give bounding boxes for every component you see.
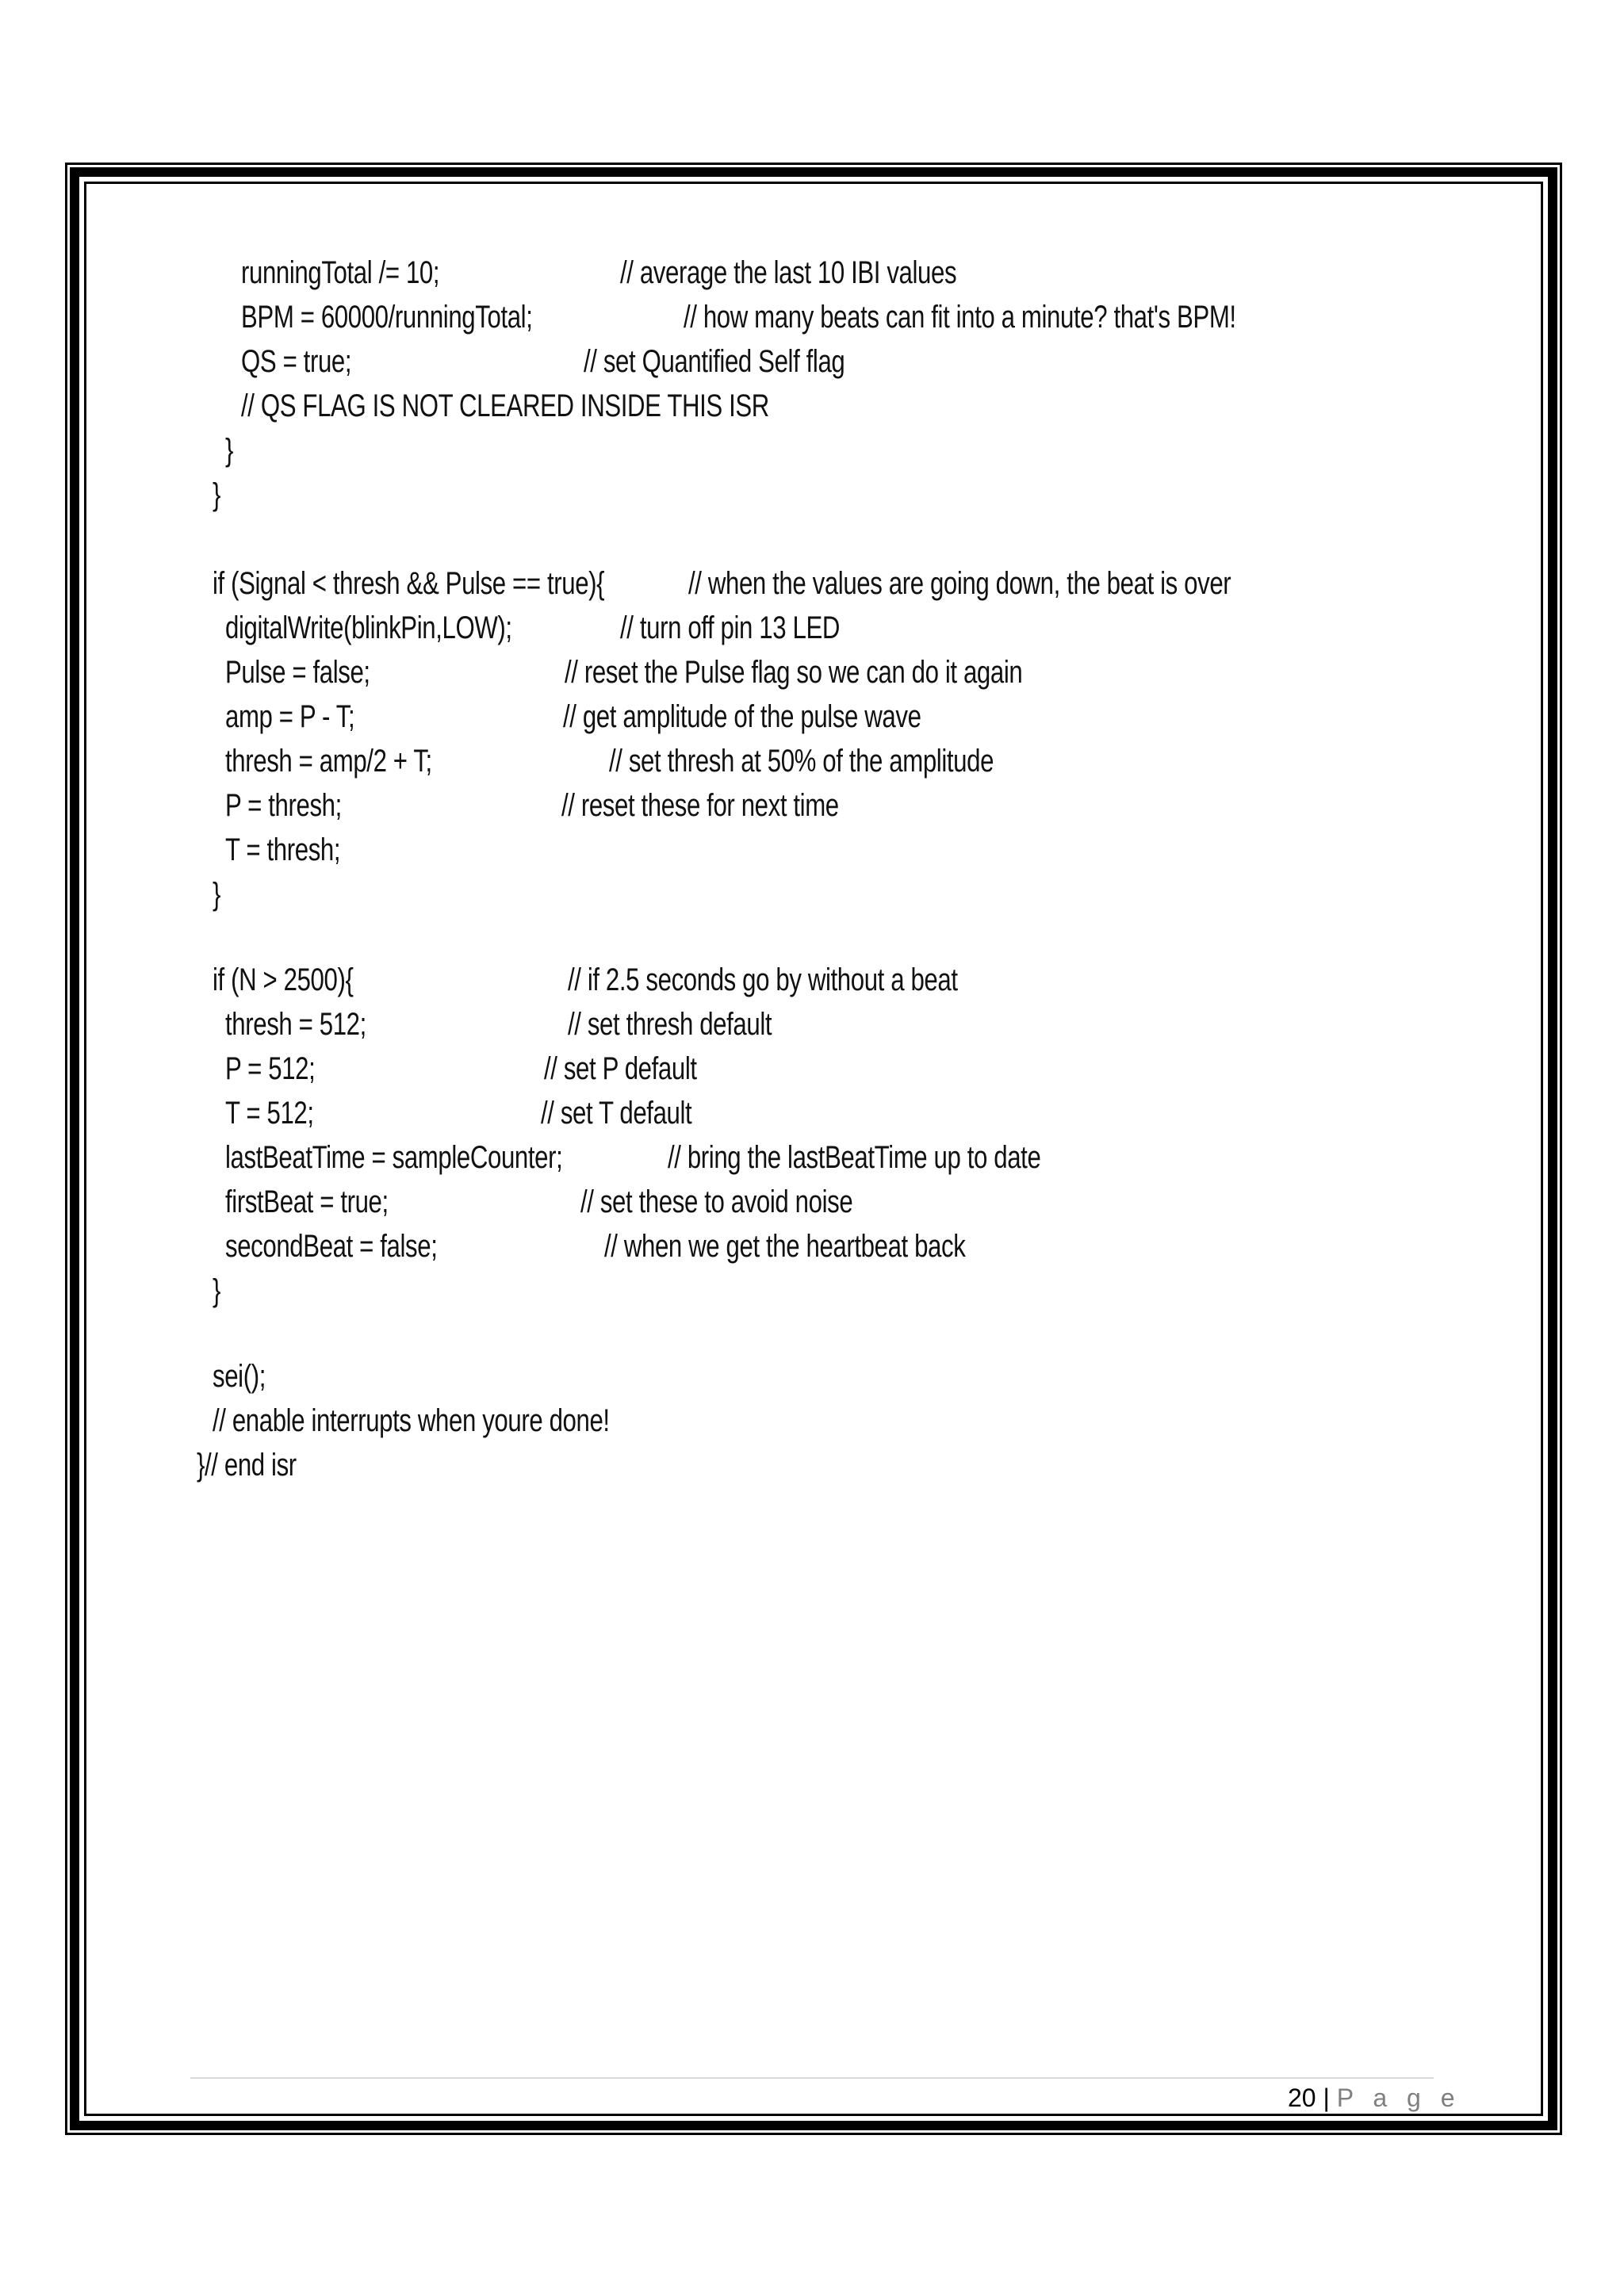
code-brace: } [213, 1273, 221, 1308]
code-line: Pulse = false; [225, 655, 370, 690]
page-separator: | [1323, 2084, 1330, 2112]
code-comment: // reset these for next time [561, 788, 839, 823]
code-brace: } [225, 433, 234, 468]
code-line: P = thresh; [225, 788, 342, 823]
code-comment: // set thresh default [568, 1007, 772, 1042]
code-line: QS = true; [241, 344, 352, 379]
footer-rule [190, 2077, 1434, 2079]
code-comment: // average the last 10 IBI values [620, 255, 957, 290]
code-comment: // when the values are going down, the beat is over [688, 566, 1231, 601]
code-line: T = thresh; [225, 832, 341, 867]
code-comment: // set Quantified Self flag [584, 344, 845, 379]
code-line: P = 512; [225, 1051, 316, 1086]
code-line: }// end isr [197, 1448, 297, 1483]
code-line: lastBeatTime = sampleCounter; [225, 1140, 563, 1175]
code-comment: // turn off pin 13 LED [620, 610, 841, 645]
code-comment: // set P default [544, 1051, 697, 1086]
page-number: 20 [1288, 2084, 1316, 2112]
code-comment: // bring the lastBeatTime up to date [668, 1140, 1041, 1175]
code-line: amp = P - T; [225, 699, 355, 734]
code-line: digitalWrite(blinkPin,LOW); [225, 610, 512, 645]
code-comment: // if 2.5 seconds go by without a beat [568, 962, 958, 997]
code-comment: // when we get the heartbeat back [604, 1229, 966, 1264]
code-line: secondBeat = false; [225, 1229, 438, 1264]
code-brace: } [213, 877, 221, 912]
code-comment: // set T default [541, 1096, 692, 1131]
code-line: if (Signal < thresh && Pulse == true){ [213, 566, 605, 601]
code-line: BPM = 60000/runningTotal; [241, 300, 533, 335]
code-comment: // enable interrupts when youre done! [213, 1403, 610, 1438]
page-footer [1288, 2082, 1461, 2114]
code-comment: // get amplitude of the pulse wave [563, 699, 921, 734]
code-line: firstBeat = true; [225, 1184, 389, 1219]
code-line: thresh = amp/2 + T; [225, 744, 432, 779]
code-comment: // reset the Pulse flag so we can do it again [565, 655, 1023, 690]
code-comment: // set these to avoid noise [580, 1184, 853, 1219]
code-line: thresh = 512; [225, 1007, 366, 1042]
code-comment: // set thresh at 50% of the amplitude [609, 744, 994, 779]
code-brace: } [213, 477, 221, 512]
page-label: P a g e [1336, 2084, 1461, 2112]
code-line: runningTotal /= 10; [241, 255, 440, 290]
code-line: if (N > 2500){ [213, 962, 354, 997]
code-line: T = 512; [225, 1096, 314, 1131]
code-comment: // QS FLAG IS NOT CLEARED INSIDE THIS ISR [241, 388, 769, 423]
code-comment: // how many beats can fit into a minute? that's BPM! [684, 300, 1236, 335]
code-line: sei(); [213, 1359, 266, 1394]
